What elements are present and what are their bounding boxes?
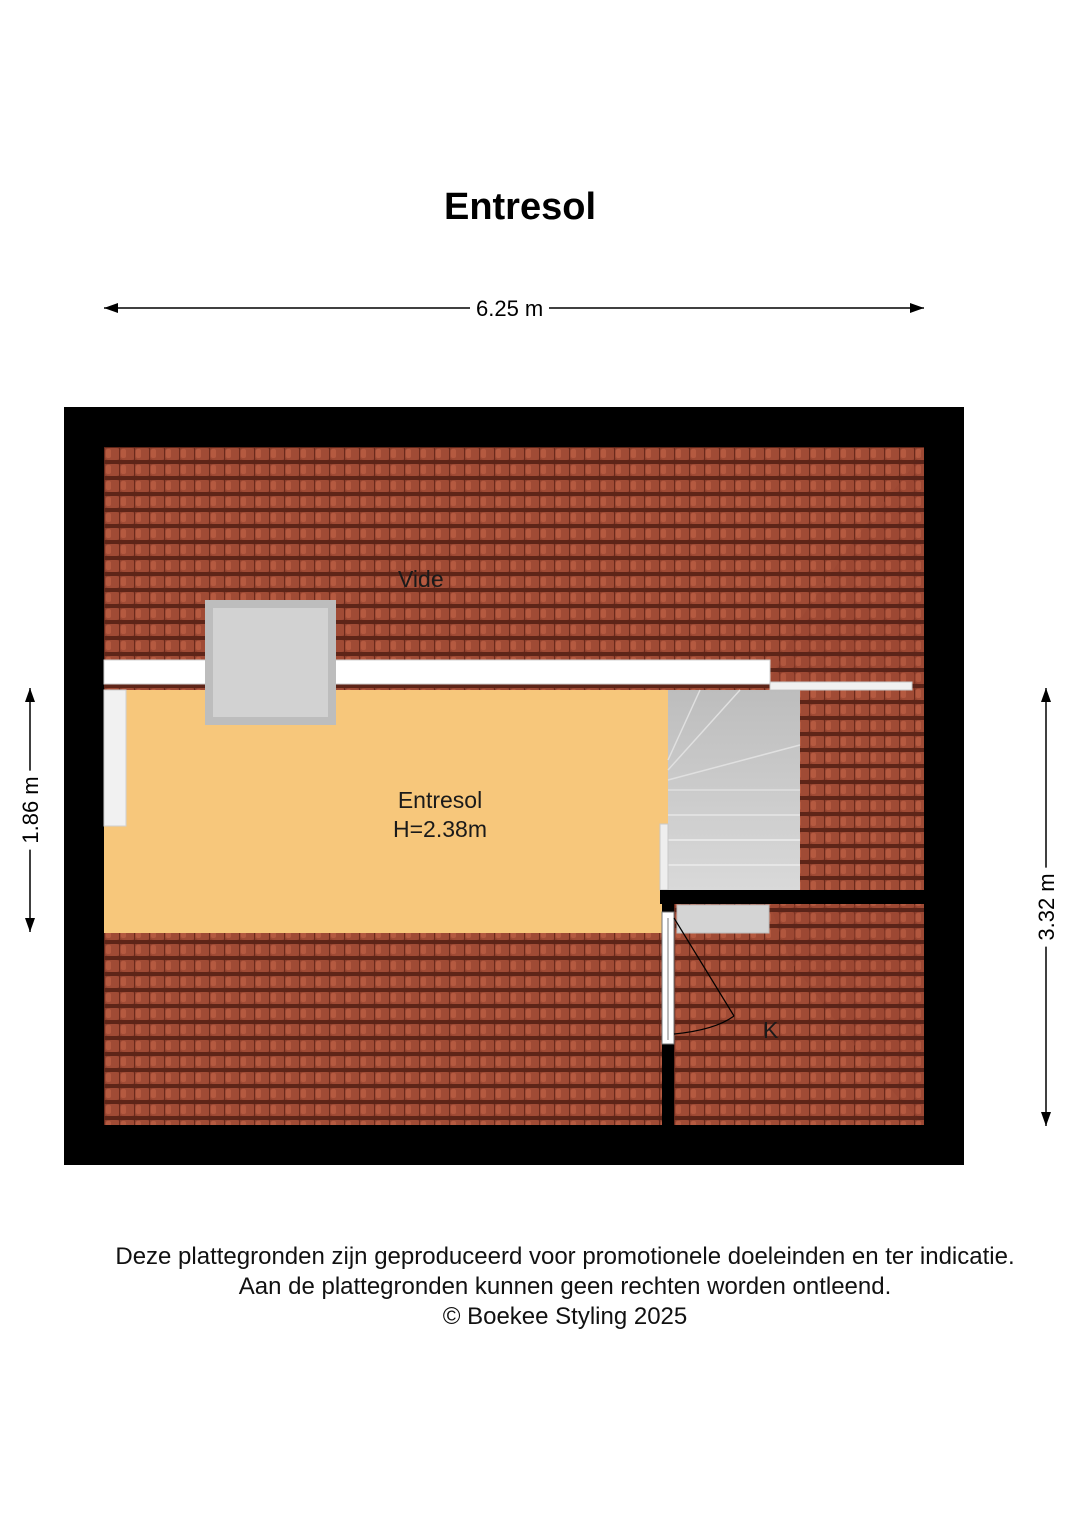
left-height-dimension-label: 1.86 m [18, 770, 44, 849]
disclaimer-line-2: Aan de plattegronden kunnen geen rechten worden ontleend. [238, 1273, 892, 1300]
entresol-room-height: H=2.38m [393, 816, 487, 842]
closet-shelf [677, 905, 769, 933]
page-title: Entresol [443, 186, 597, 228]
width-dimension-label: 6.25 m [470, 296, 549, 322]
staircase [660, 690, 800, 890]
railing-extension [770, 682, 912, 690]
left-wall-panel [104, 690, 126, 826]
disclaimer-line-1: Deze plattegronden zijn geproduceerd voor promotionele doeleinden en ter indicatie. [115, 1243, 1015, 1270]
interior-wall-horizontal [660, 890, 924, 904]
entresol-room-name: Entresol [397, 787, 483, 813]
closet-label: K [763, 1017, 779, 1043]
right-height-dimension-label: 3.32 m [1034, 867, 1060, 946]
copyright: © Boekee Styling 2025 [442, 1303, 688, 1330]
disclaimer [40, 1242, 1080, 1332]
railing-beam [104, 660, 770, 684]
vide-label: Vide [398, 566, 444, 592]
